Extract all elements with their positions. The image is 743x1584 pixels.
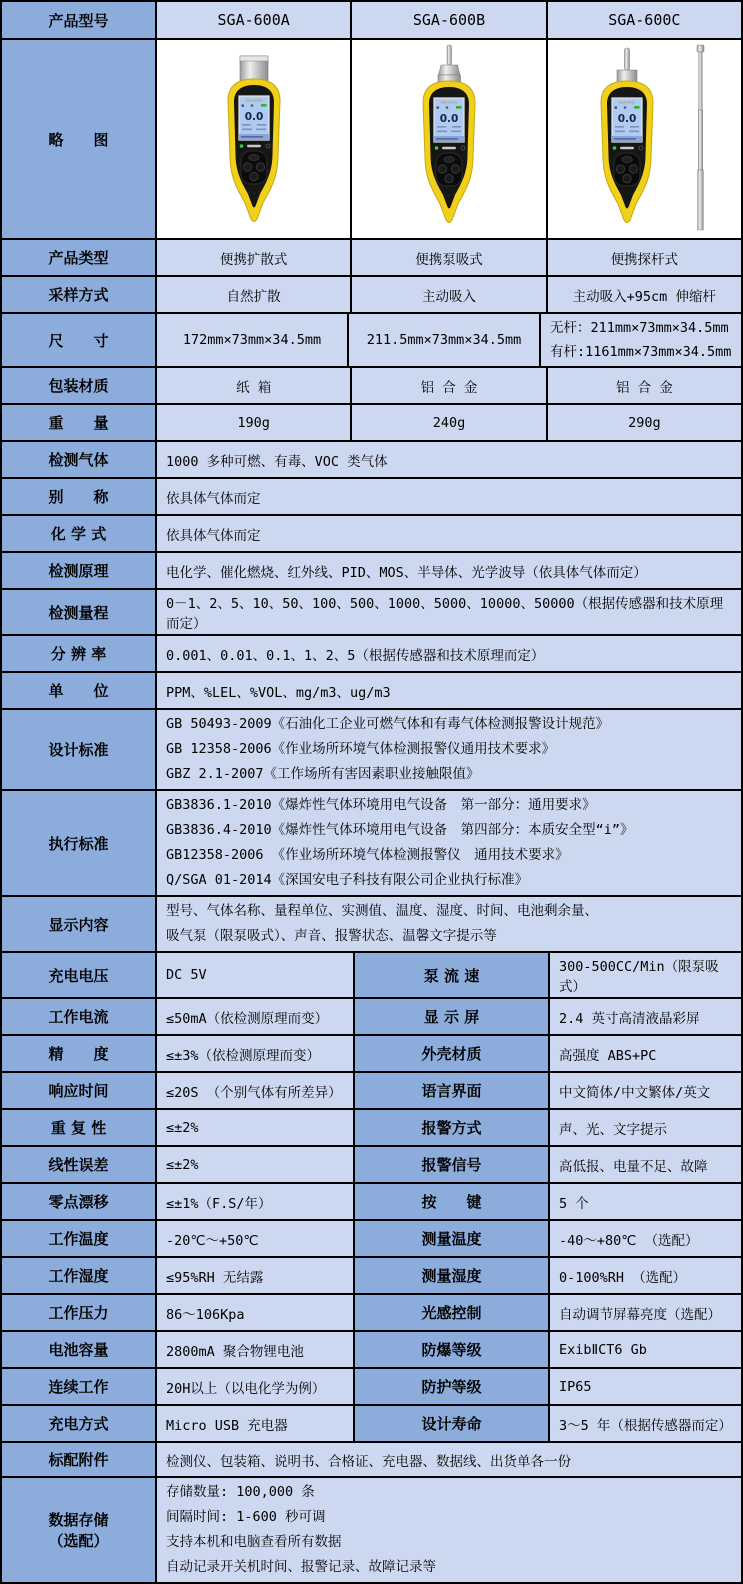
header-label: 产品型号 bbox=[2, 2, 157, 38]
spec-value: 20H以上（以电化学为例） bbox=[157, 1369, 355, 1404]
spec-value: 300-500CC/Min（限泵吸式） bbox=[550, 953, 741, 997]
sketch-row bbox=[2, 40, 741, 240]
row-label: 防护等级 bbox=[355, 1369, 550, 1404]
spec-value: 3～5 年（根据传感器而定） bbox=[550, 1406, 741, 1441]
spec-value: -20℃～+50℃ bbox=[157, 1221, 355, 1256]
spec-value: -40～+80℃ （选配） bbox=[550, 1221, 741, 1256]
row-label: 尺 寸 bbox=[2, 314, 157, 366]
spec-row-working-pressure bbox=[2, 1295, 741, 1332]
range-row bbox=[2, 590, 741, 636]
row-label: 工作电流 bbox=[2, 999, 157, 1034]
product-photo-sga-600b bbox=[352, 40, 547, 238]
row-label: 执行标准 bbox=[2, 791, 157, 895]
row-label: 测量温度 bbox=[355, 1221, 550, 1256]
size-c-line1: 无杆：211mm×73mm×34.5mm bbox=[550, 320, 729, 336]
model-name-c: SGA-600C bbox=[548, 2, 741, 38]
sampling-b: 主动吸入 bbox=[352, 277, 547, 312]
unit-value: PPM、%LEL、%VOL、mg/m3、ug/m3 bbox=[157, 673, 741, 708]
row-label: 重 量 bbox=[2, 405, 157, 440]
spec-row-working-temp bbox=[2, 1221, 741, 1258]
design-standard-row bbox=[2, 710, 741, 791]
spec-value: Micro USB 充电器 bbox=[157, 1406, 355, 1441]
spec-value: 高强度 ABS+PC bbox=[550, 1036, 741, 1071]
spec-value: 2.4 英寸高清液晶彩屏 bbox=[550, 999, 741, 1034]
svg-text:SGA-600A: SGA-600A bbox=[245, 98, 263, 103]
spec-row-linearity bbox=[2, 1147, 741, 1184]
device-screen bbox=[239, 96, 269, 140]
alarm-led bbox=[239, 144, 243, 148]
spec-value: 0-100%RH （选配） bbox=[550, 1258, 741, 1293]
standard-line: GB 50493-2009《石油化工企业可燃气体和有毒气体检测报警设计规范》 bbox=[166, 716, 610, 732]
spec-value: ≤20S （个别气体有所差异） bbox=[157, 1073, 355, 1108]
product-photo-sga-600c bbox=[548, 40, 741, 238]
weight-b: 240g bbox=[352, 405, 547, 440]
spec-value: ≤±2% bbox=[157, 1147, 355, 1182]
row-label: 别 称 bbox=[2, 479, 157, 514]
detect-gas-value: 1000 多种可燃、有毒、VOC 类气体 bbox=[157, 442, 741, 477]
weight-c: 290g bbox=[548, 405, 741, 440]
spec-row-continuous-work bbox=[2, 1369, 741, 1406]
size-b: 211.5mm×73mm×34.5mm bbox=[349, 314, 541, 366]
row-label: 电池容量 bbox=[2, 1332, 157, 1367]
alias-row bbox=[2, 479, 741, 516]
row-label: 检测量程 bbox=[2, 590, 157, 634]
svg-text:SGA-600B: SGA-600B bbox=[440, 100, 458, 105]
range-value: 0－1、2、5、10、50、100、500、1000、5000、10000、50000（根据传感器和技术原理而定） bbox=[157, 590, 741, 634]
standard-line: GB 12358-2006《作业场所环境气体检测报警仪通用技术要求》 bbox=[166, 741, 556, 757]
row-label: 工作温度 bbox=[2, 1221, 157, 1256]
type-b: 便携泵吸式 bbox=[352, 240, 547, 275]
pump-probe-icon bbox=[438, 45, 461, 83]
spec-value: 5 个 bbox=[550, 1184, 741, 1219]
row-label: 化 学 式 bbox=[2, 516, 157, 551]
spec-value: ≤50mA（依检测原理而变） bbox=[157, 999, 355, 1034]
row-label: 外壳材质 bbox=[355, 1036, 550, 1071]
row-label: 精 度 bbox=[2, 1036, 157, 1071]
row-label: 工作压力 bbox=[2, 1295, 157, 1330]
header-row bbox=[2, 2, 741, 40]
row-label: 检测气体 bbox=[2, 442, 157, 477]
row-label: 光感控制 bbox=[355, 1295, 550, 1330]
row-label bbox=[2, 1478, 157, 1582]
spec-row-battery bbox=[2, 1332, 741, 1369]
sketch-label: 略 图 bbox=[2, 40, 157, 238]
sampling-a: 自然扩散 bbox=[157, 277, 352, 312]
model-name-b: SGA-600B bbox=[352, 2, 547, 38]
weight-row bbox=[2, 405, 741, 442]
row-label: 设计寿命 bbox=[355, 1406, 550, 1441]
display-line: 吸气泵（限泵吸式）、声音、报警状态、温馨文字提示等 bbox=[166, 928, 497, 944]
product-type-row bbox=[2, 240, 741, 277]
principle-value: 电化学、催化燃烧、红外线、PID、MOS、半导体、光学波导（依具体气体而定） bbox=[157, 553, 741, 588]
display-line: 型号、气体名称、量程单位、实测值、温度、湿度、时间、电池剩余量、 bbox=[166, 903, 598, 919]
standard-line: GB12358-2006 《作业场所环境气体检测报警仪 通用技术要求》 bbox=[166, 847, 569, 863]
packing-c: 铝 合 金 bbox=[548, 368, 741, 403]
brand-mark bbox=[247, 145, 261, 147]
storage-line: 支持本机和电脑查看所有数据 bbox=[166, 1534, 342, 1550]
row-label: 语言界面 bbox=[355, 1073, 550, 1108]
spec-value: 2800mA 聚合物锂电池 bbox=[157, 1332, 355, 1367]
row-label: 采样方式 bbox=[2, 277, 157, 312]
size-a: 172mm×73mm×34.5mm bbox=[157, 314, 349, 366]
probe-tube-icon bbox=[617, 48, 637, 83]
telescopic-rod-icon bbox=[697, 45, 704, 230]
principle-row bbox=[2, 553, 741, 590]
formula-value: 依具体气体而定 bbox=[157, 516, 741, 551]
brand-mark bbox=[442, 147, 456, 149]
screen-reading: 0.0 bbox=[244, 111, 263, 123]
accessories-row bbox=[2, 1443, 741, 1478]
resolution-value: 0.001、0.01、0.1、1、2、5（根据传感器和技术原理而定） bbox=[157, 636, 741, 671]
spec-value: 声、光、文字提示 bbox=[550, 1110, 741, 1145]
spec-value: ≤95%RH 无结露 bbox=[157, 1258, 355, 1293]
storage-label-line1: 数据存储 bbox=[48, 1511, 109, 1529]
detect-gas-row bbox=[2, 442, 741, 479]
device-screen bbox=[612, 98, 642, 142]
display-content-value bbox=[157, 897, 741, 951]
storage-line: 间隔时间: 1-600 秒可调 bbox=[166, 1509, 326, 1525]
spec-row-zero-drift bbox=[2, 1184, 741, 1221]
keypad bbox=[436, 153, 462, 186]
accessories-value: 检测仪、包装箱、说明书、合格证、充电器、数据线、出货单各一份 bbox=[157, 1443, 741, 1476]
row-label: 标配附件 bbox=[2, 1443, 157, 1476]
spec-value: 自动调节屏幕亮度（选配） bbox=[550, 1295, 741, 1330]
gas-detector-illustration-c bbox=[569, 44, 719, 234]
spec-value: IP65 bbox=[550, 1369, 741, 1404]
spec-value: 高低报、电量不足、故障 bbox=[550, 1147, 741, 1182]
row-label: 连续工作 bbox=[2, 1369, 157, 1404]
design-standard-value bbox=[157, 710, 741, 789]
size-c-line2: 有杆:1161mm×73mm×34.5mm bbox=[550, 344, 732, 360]
packing-row bbox=[2, 368, 741, 405]
spec-value: ≤±1%（F.S/年） bbox=[157, 1184, 355, 1219]
sampling-c: 主动吸入+95cm 伸缩杆 bbox=[548, 277, 741, 312]
dimensions-row bbox=[2, 314, 741, 368]
row-label: 零点漂移 bbox=[2, 1184, 157, 1219]
row-label: 显示内容 bbox=[2, 897, 157, 951]
storage-value bbox=[157, 1478, 741, 1582]
spec-value: DC 5V bbox=[157, 953, 355, 997]
weight-a: 190g bbox=[157, 405, 352, 440]
exec-standard-value bbox=[157, 791, 741, 895]
row-label: 报警方式 bbox=[355, 1110, 550, 1145]
product-photo-sga-600a bbox=[157, 40, 352, 238]
row-label: 防爆等级 bbox=[355, 1332, 550, 1367]
spec-row-charging-method bbox=[2, 1406, 741, 1443]
formula-row bbox=[2, 516, 741, 553]
display-content-row bbox=[2, 897, 741, 953]
unit-row bbox=[2, 673, 741, 710]
gas-detector-illustration-a bbox=[194, 44, 314, 234]
spec-row-repeatability bbox=[2, 1110, 741, 1147]
row-label: 测量湿度 bbox=[355, 1258, 550, 1293]
alarm-led bbox=[613, 146, 617, 150]
size-c bbox=[541, 314, 741, 366]
spec-value: ≤±3%（依检测原理而变） bbox=[157, 1036, 355, 1071]
row-label: 充电电压 bbox=[2, 953, 157, 997]
standard-line: GB3836.1-2010《爆炸性气体环境用电气设备 第一部分：通用要求》 bbox=[166, 797, 596, 813]
resolution-row bbox=[2, 636, 741, 673]
alias-value: 依具体气体而定 bbox=[157, 479, 741, 514]
packing-b: 铝 合 金 bbox=[352, 368, 547, 403]
screen-reading: 0.0 bbox=[439, 113, 459, 125]
sampling-row bbox=[2, 277, 741, 314]
keypad bbox=[241, 151, 267, 184]
row-label: 单 位 bbox=[2, 673, 157, 708]
type-c: 便携探杆式 bbox=[548, 240, 741, 275]
spec-row-response-time bbox=[2, 1073, 741, 1110]
standard-line: GBZ 2.1-2007《工作场所有害因素职业接触限值》 bbox=[166, 766, 480, 782]
spec-row-accuracy bbox=[2, 1036, 741, 1073]
packing-a: 纸 箱 bbox=[157, 368, 352, 403]
row-label: 充电方式 bbox=[2, 1406, 157, 1441]
brand-mark bbox=[620, 147, 634, 149]
type-a: 便携扩散式 bbox=[157, 240, 352, 275]
row-label: 按 键 bbox=[355, 1184, 550, 1219]
storage-label-line2: （选配） bbox=[48, 1532, 109, 1550]
row-label: 线性误差 bbox=[2, 1147, 157, 1182]
spec-value: ExibⅡCT6 Gb bbox=[550, 1332, 741, 1367]
row-label: 分 辨 率 bbox=[2, 636, 157, 671]
row-label: 响应时间 bbox=[2, 1073, 157, 1108]
spec-value: 中文简体/中文繁体/英文 bbox=[550, 1073, 741, 1108]
row-label: 包装材质 bbox=[2, 368, 157, 403]
spec-row-working-humidity bbox=[2, 1258, 741, 1295]
model-name-a: SGA-600A bbox=[157, 2, 352, 38]
row-label: 工作湿度 bbox=[2, 1258, 157, 1293]
row-label: 显 示 屏 bbox=[355, 999, 550, 1034]
svg-text:SGA-600C: SGA-600C bbox=[618, 100, 636, 105]
spec-row-working-current bbox=[2, 999, 741, 1036]
row-label: 泵 流 速 bbox=[355, 953, 550, 997]
spec-value: 86～106Kpa bbox=[157, 1295, 355, 1330]
standard-line: Q/SGA 01-2014《深国安电子科技有限公司企业执行标准》 bbox=[166, 872, 529, 888]
row-label: 产品类型 bbox=[2, 240, 157, 275]
row-label: 设计标准 bbox=[2, 710, 157, 789]
data-storage-row bbox=[2, 1478, 741, 1582]
alarm-led bbox=[435, 146, 439, 150]
row-label: 重 复 性 bbox=[2, 1110, 157, 1145]
keypad bbox=[614, 153, 640, 186]
exec-standard-row bbox=[2, 791, 741, 897]
storage-line: 存储数量: 100,000 条 bbox=[166, 1484, 315, 1500]
storage-line: 自动记录开关机时间、报警记录、故障记录等 bbox=[166, 1559, 436, 1575]
device-screen bbox=[434, 98, 464, 142]
spec-row-charge-voltage bbox=[2, 953, 741, 999]
gas-detector-illustration-b bbox=[389, 44, 509, 234]
screen-reading: 0.0 bbox=[618, 113, 637, 125]
spec-value: ≤±2% bbox=[157, 1110, 355, 1145]
standard-line: GB3836.4-2010《爆炸性气体环境用电气设备 第四部分：本质安全型“i”》 bbox=[166, 822, 634, 838]
row-label: 检测原理 bbox=[2, 553, 157, 588]
row-label: 报警信号 bbox=[355, 1147, 550, 1182]
